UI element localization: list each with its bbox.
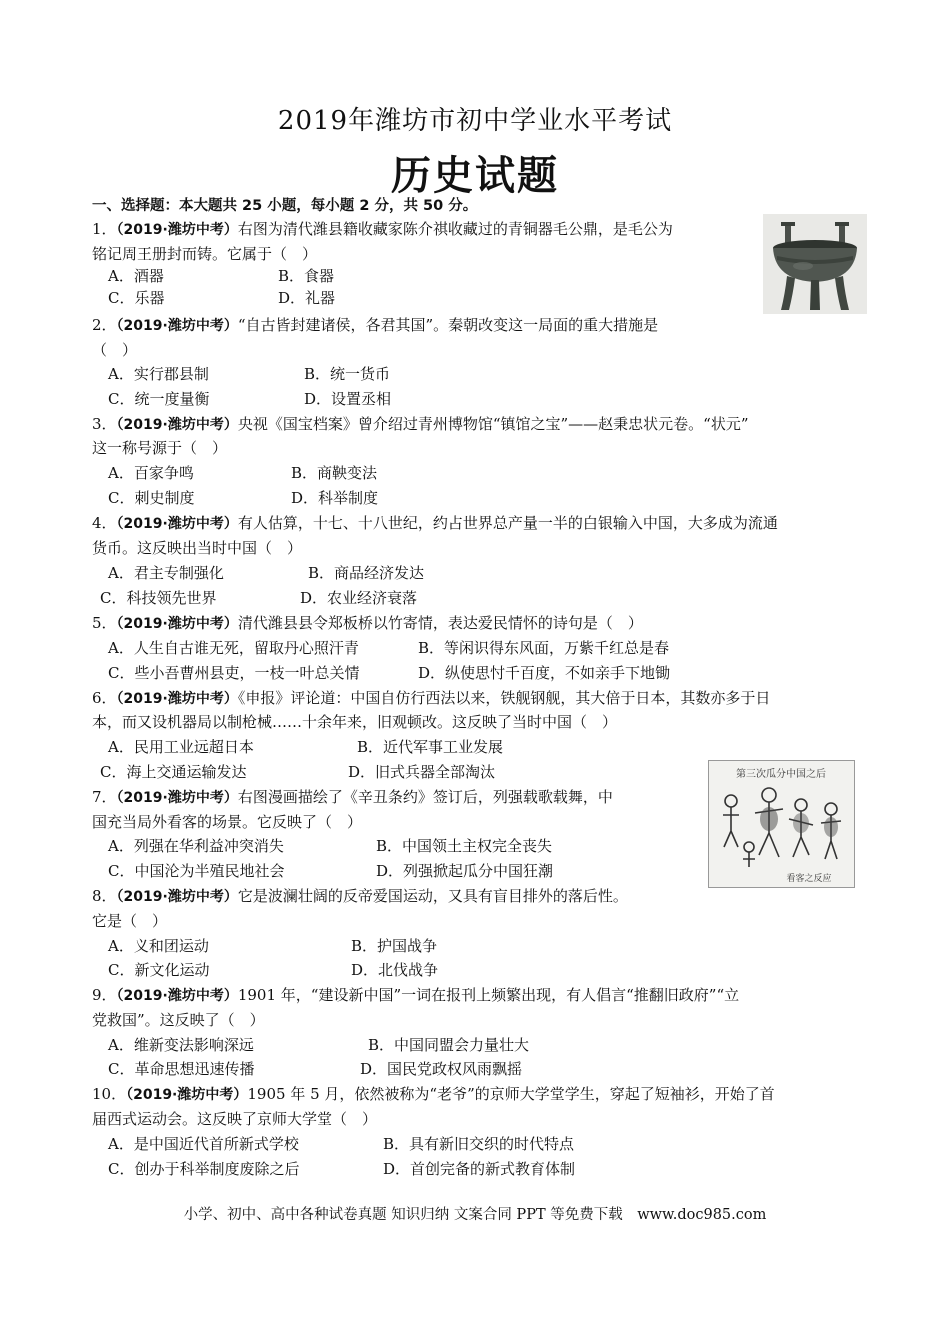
question-8-line-1: 8．（2019·潍坊中考）它是波澜壮阔的反帝爱国运动，又具有盲目排外的落后性。	[92, 887, 628, 905]
question-7-option-b: B．中国领土主权完全丧失	[376, 837, 553, 855]
cartoon-caption-top: 第三次瓜分中国之后	[736, 769, 826, 780]
question-6-option-c: C．海上交通运输发达	[100, 763, 247, 781]
question-6-line-2: 本，而又设机器局以制枪械……十余年来，旧观顿改。这反映了当时中国（ ）	[92, 713, 618, 731]
question-4-line-2: 货币。这反映出当时中国（ ）	[92, 539, 303, 557]
question-1-option-d: D．礼器	[278, 289, 336, 307]
exam-title: 2019年潍坊市初中学业水平考试	[277, 106, 673, 136]
question-9-line-1: 9．（2019·潍坊中考）1901 年，“建设新中国”一词在报刊上频繁出现，有人倡言“推翻旧政府”“立	[92, 986, 740, 1004]
question-1-line-1: 1．（2019·潍坊中考）右图为清代潍县籍收藏家陈介祺收藏过的青铜器毛公鼎，是毛公为	[92, 220, 673, 238]
question-5-option-a: A．人生自古谁无死，留取丹心照汗青	[108, 639, 359, 657]
question-10-line-2: 届西式运动会。这反映了京师大学堂（ ）	[92, 1110, 378, 1128]
question-3-option-b: B．商鞅变法	[291, 464, 378, 482]
question-2-line-2: （ ）	[92, 341, 138, 359]
question-5-option-b: B．等闲识得东风面，万紫千红总是春	[418, 639, 670, 657]
question-8-line-2: 它是（ ）	[92, 912, 168, 930]
question-3-option-c: C．刺史制度	[108, 489, 195, 507]
section-heading: 一、选择题：本大题共 25 小题，每小题 2 分，共 50 分。	[92, 198, 478, 214]
question-6-option-b: B．近代军事工业发展	[357, 738, 504, 756]
page-footer: 小学、初中、高中各种试卷真题 知识归纳 文案合同 PPT 等免费下载 www.doc985.com	[183, 1207, 767, 1223]
question-2-option-c: C．统一度量衡	[108, 390, 210, 408]
question-7-line-1: 7．（2019·潍坊中考）右图漫画描绘了《辛丑条约》签订后，列强载歌载舞，中	[92, 788, 613, 806]
question-8-option-b: B．护国战争	[351, 937, 438, 955]
question-1-line-2: 铭记周王册封而铸。它属于（ ）	[92, 245, 318, 263]
question-4-option-c: C．科技领先世界	[100, 589, 217, 607]
question-1-option-c: C．乐器	[108, 289, 165, 307]
question-2-line-1: 2．（2019·潍坊中考）“自古皆封建诸侯，各君其国”。秦朝改变这一局面的重大措施是	[92, 316, 659, 334]
question-5-line-1: 5．（2019·潍坊中考）清代潍县县令郑板桥以竹寄情，表达爱民情怀的诗句是（ ）	[92, 614, 643, 632]
question-8-option-d: D．北伐战争	[351, 961, 439, 979]
question-9-option-a: A．维新变法影响深远	[108, 1036, 254, 1054]
question-10-option-a: A．是中国近代首所新式学校	[108, 1135, 299, 1153]
question-7-option-a: A．列强在华利益冲突消失	[108, 837, 284, 855]
question-1-option-a: A．酒器	[108, 267, 164, 285]
question-8-option-a: A．义和团运动	[108, 937, 209, 955]
question-1-option-b: B．食器	[278, 267, 335, 285]
question-10-option-d: D．首创完备的新式教育体制	[383, 1160, 576, 1178]
question-3-line-1: 3．（2019·潍坊中考）央视《国宝档案》曾介绍过青州博物馆“镇馆之宝”——赵秉忠状元卷。“状元”	[92, 415, 749, 433]
question-10-line-1: 10．（2019·潍坊中考）1905 年 5 月，依然被称为“老爷”的京师大学堂学生，穿起了短袖衫，开始了首	[92, 1085, 775, 1103]
question-2-option-d: D．设置丞相	[304, 390, 392, 408]
bronze-ding-icon	[763, 214, 867, 314]
question-4-line-1: 4．（2019·潍坊中考）有人估算，十七、十八世纪，约占世界总产量一半的白银输入中国，大多成为流通	[92, 514, 778, 532]
question-3-option-d: D．科举制度	[291, 489, 379, 507]
question-3-line-2: 这一称号源于（ ）	[92, 439, 228, 457]
question-2-option-b: B．统一货币	[304, 365, 391, 383]
question-10-option-b: B．具有新旧交织的时代特点	[383, 1135, 575, 1153]
question-9-option-c: C．革命思想迅速传播	[108, 1060, 255, 1078]
question-2-option-a: A．实行郡县制	[108, 365, 209, 383]
question-7-option-c: C．中国沦为半殖民地社会	[108, 862, 285, 880]
question-7-option-d: D．列强掀起瓜分中国狂潮	[376, 862, 554, 880]
exam-subject-title: 历史试题	[391, 152, 559, 199]
question-5-option-c: C．些小吾曹州县吏，一枝一叶总关情	[108, 664, 360, 682]
question-7-line-2: 国充当局外看客的场景。它反映了（ ）	[92, 813, 363, 831]
bronze-ding-image	[763, 214, 867, 314]
boxer-protocol-cartoon-icon	[709, 761, 854, 887]
question-4-option-b: B．商品经济发达	[308, 564, 425, 582]
question-10-option-c: C．创办于科举制度废除之后	[108, 1160, 300, 1178]
cartoon-caption-bottom: 看客之反应	[786, 874, 832, 884]
boxer-protocol-cartoon-image	[708, 760, 855, 888]
question-9-line-2: 党救国”。这反映了（ ）	[92, 1011, 265, 1029]
question-9-option-d: D．国民党政权风雨飘摇	[360, 1060, 523, 1078]
question-6-line-1: 6．（2019·潍坊中考）《申报》评论道：中国自仿行西法以来，铁舰钢舰，其大倍于日本，其数亦多于日	[92, 689, 771, 707]
question-6-option-a: A．民用工业远超日本	[108, 738, 254, 756]
question-4-option-a: A．君主专制强化	[108, 564, 224, 582]
question-5-option-d: D．纵使思忖千百度，不如亲手下地锄	[418, 664, 671, 682]
question-3-option-a: A．百家争鸣	[108, 464, 194, 482]
question-4-option-d: D．农业经济衰落	[300, 589, 418, 607]
question-6-option-d: D．旧式兵器全部淘汰	[348, 763, 496, 781]
question-8-option-c: C．新文化运动	[108, 961, 210, 979]
question-9-option-b: B．中国同盟会力量壮大	[368, 1036, 530, 1054]
